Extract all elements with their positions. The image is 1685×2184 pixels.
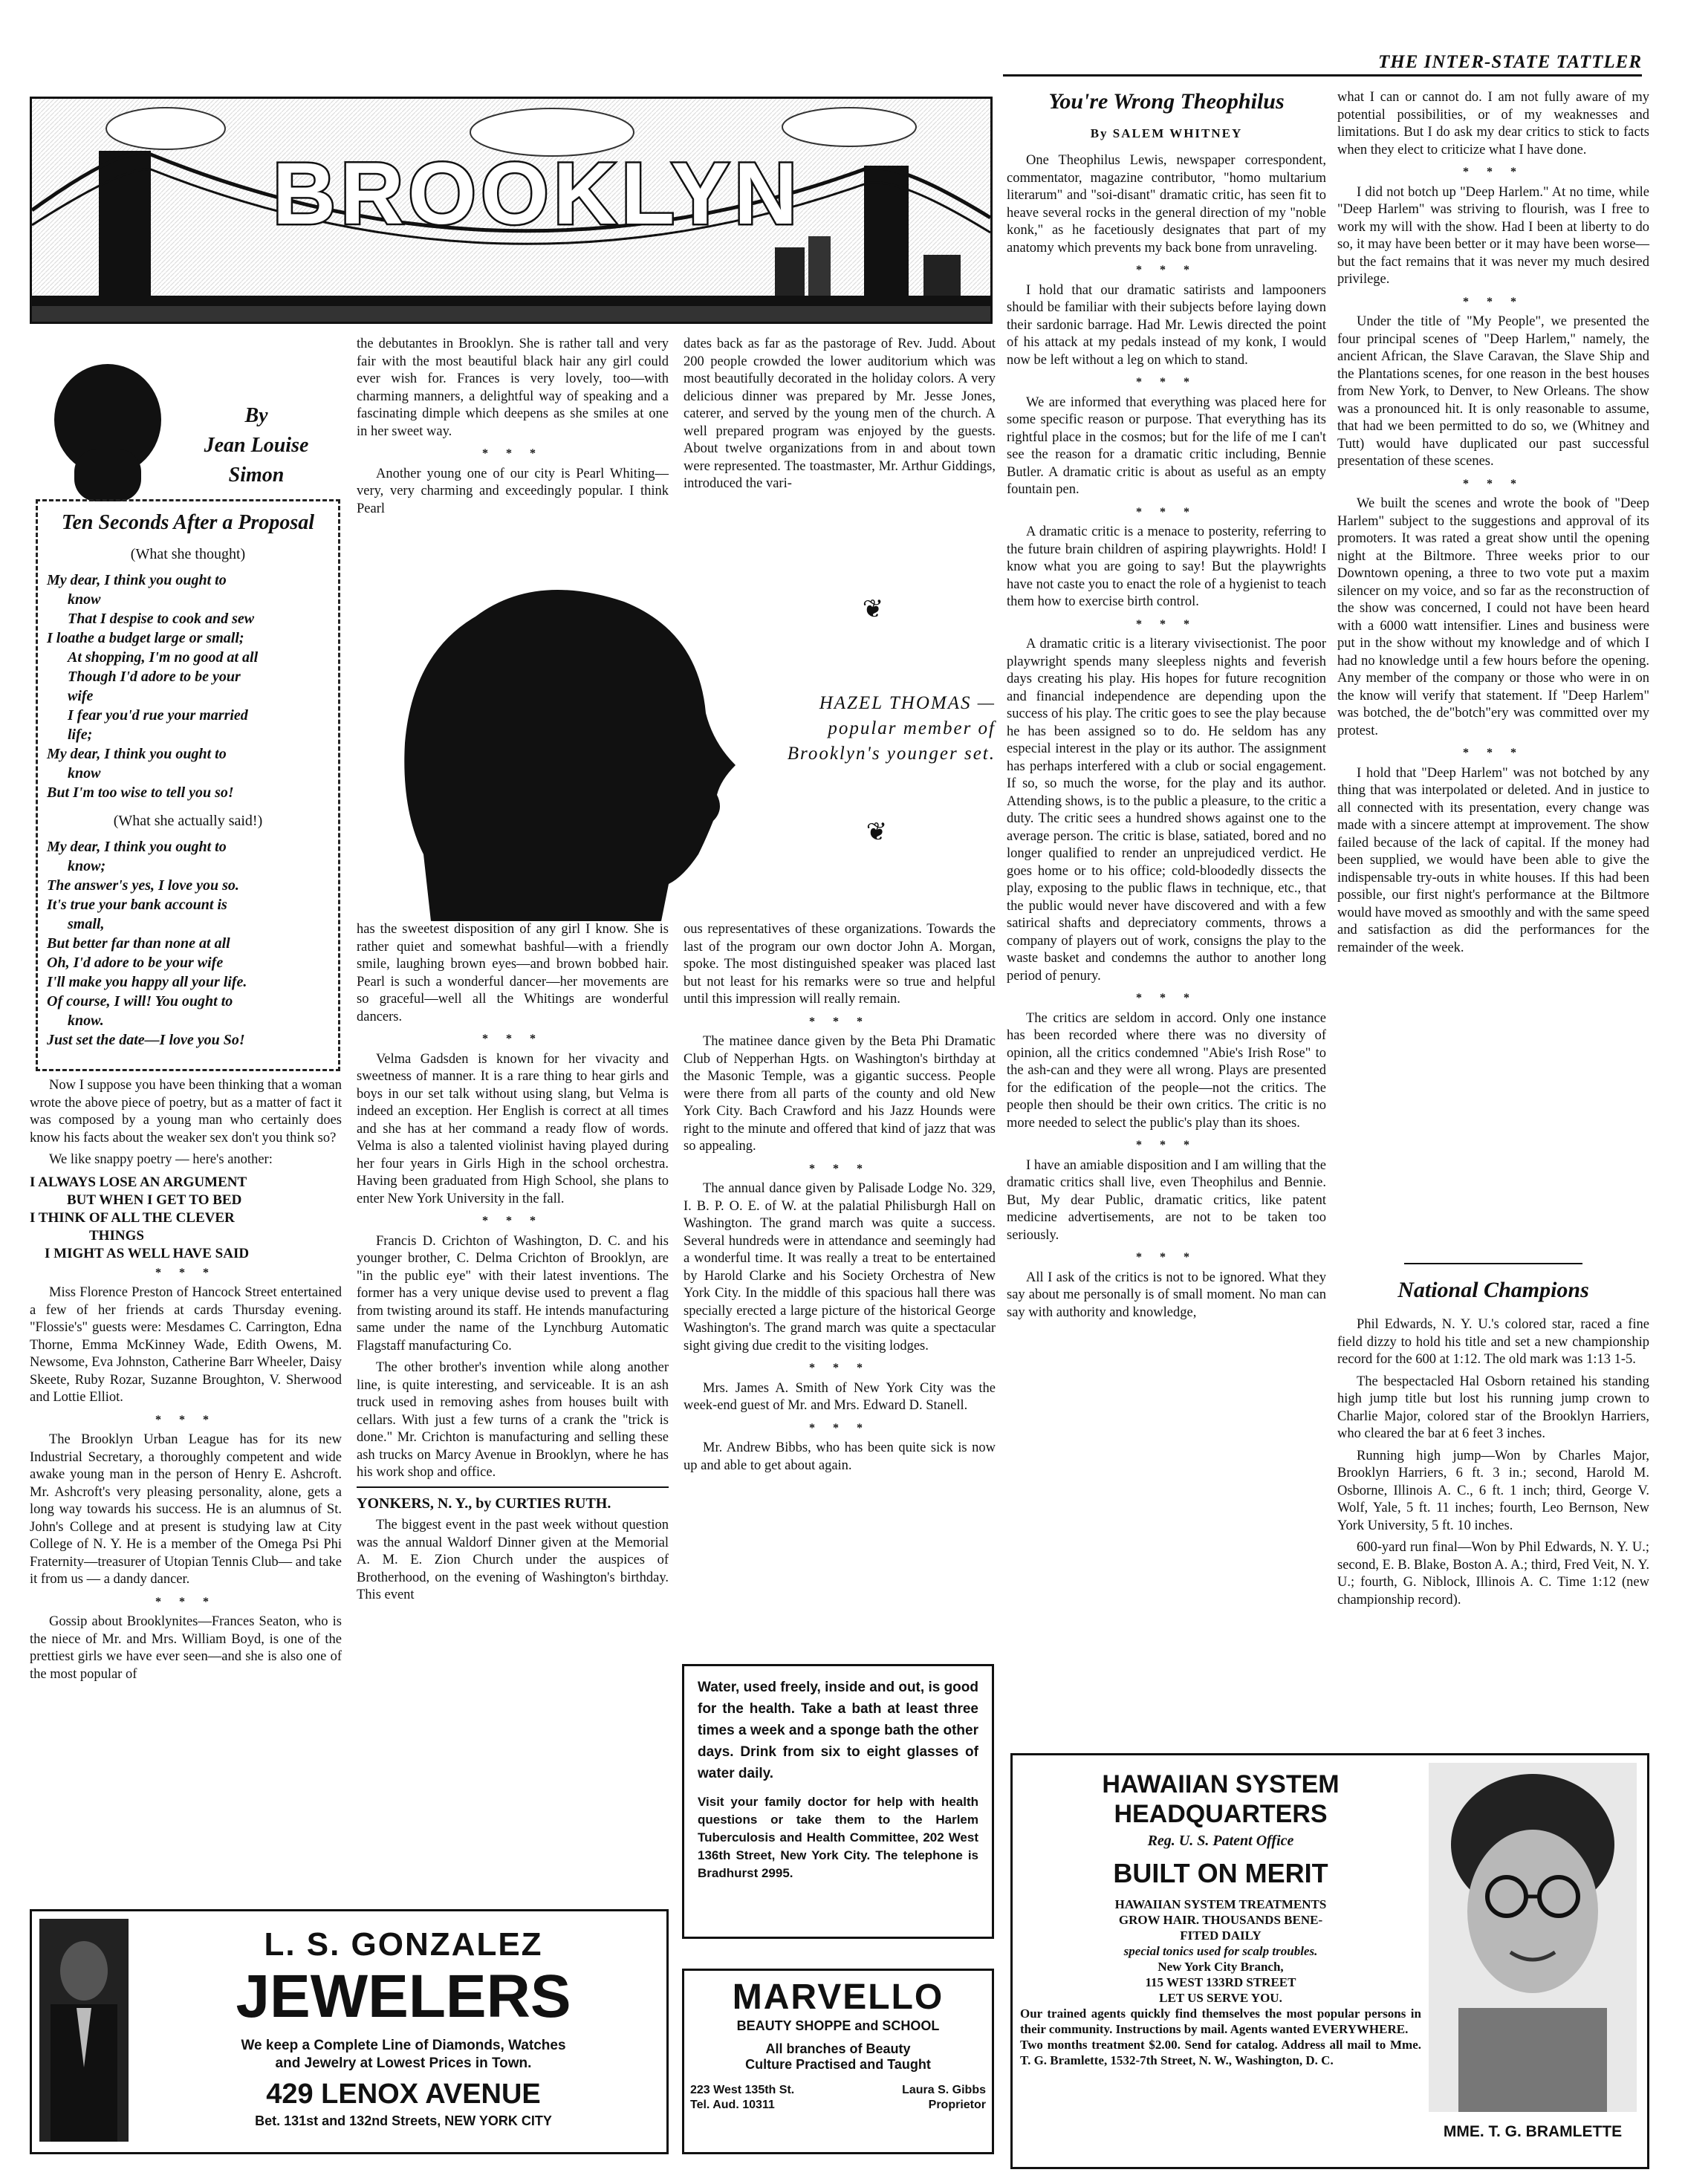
marvello-phone: Tel. Aud. 10311: [690, 2099, 775, 2111]
marvello-name: MARVELLO: [732, 1977, 944, 2017]
bramlette-portrait: [1429, 1763, 1637, 2112]
article-para-11: Under the title of "My People", we presented the four principal scenes of "Deep Harlem," namely, the ancient African, the Slave Caravan, the Slave Ship and the Plantations scenes, for one reason in the best houses from New York, to Denver, to New Orleans. The show was a pronounced hit. It is only reasonable to assume, that had we been permitted to do so, we (Whitney and Tutt) would have duplicated our past successful presentation of these scenes.: [1337, 314, 1649, 469]
hawaiian-built: BUILT ON MERIT: [1113, 1858, 1328, 1888]
hawaiian-line-8: Our trained agents quickly find themselves the most popular persons in their community. Instructions by mail. Agents wanted EVERYWHERE.: [1020, 2006, 1421, 2036]
poem-line: I'll make you happy all your life.: [47, 974, 247, 990]
col1-para-3: Miss Florence Preston of Hancock Street entertained a few of her friends at cards Thursday evening. "Flossie's" guests were: Mesdames C. Carrington, Edna Thorne, Emma McKinney Wade, Edith Owens, M. Newsome, Eva Johnston, Catherine Barr Wheeler, Daisy Skeete, Ruby Rozar, Suzanne Broughton, V. Sherwood and Lottie Elliot.: [30, 1285, 342, 1405]
poem-line: life;: [68, 727, 93, 743]
col3-para-6: Mr. Andrew Bibbs, who has been quite sick is now up and able to get about again.: [684, 1440, 996, 1473]
hawaiian-line-4: special tonics used for scalp troubles.: [1123, 1944, 1318, 1958]
caption-name: HAZEL THOMAS —: [819, 693, 996, 713]
yonkers-heading: YONKERS, N. Y., by CURTIES RUTH.: [357, 1495, 611, 1512]
poem-line: Just set the date—I love you So!: [47, 1032, 245, 1048]
col3-para-2: ous representatives of these organizations. Towards the last of the program our own doctor John A. Morgan, spoke. The most distinguished speaker was placed last but not least for his remarks were so true and helpful until this impression will really remain.: [684, 922, 996, 1007]
col2-para-3: has the sweetest disposition of any girl I know. She is rather quiet and somewhat bashful—with a friendly smile, laughing brown eyes—and brown bobbed hair. Pearl is such a wonderful dancer—her movements are so graceful—well all the Whitings are wonderful dancers.: [357, 922, 669, 1024]
marvello-proprietor-name: Laura S. Gibbs: [902, 2084, 986, 2096]
poem-line: My dear, I think you ought to: [47, 839, 227, 855]
poem-part2: [47, 837, 329, 1050]
poem-line: know.: [68, 1013, 104, 1029]
gonzalez-desc-2: and Jewelry at Lowest Prices in Town.: [275, 2055, 532, 2071]
poem-line: Oh, I'd adore to be your wife: [47, 955, 224, 971]
marvello-ad: [682, 1969, 994, 2154]
jeweler-portrait: [39, 1919, 129, 2142]
hawaiian-line-6: 115 WEST 133RD STREET: [1145, 1975, 1296, 1989]
poem-line: The answer's yes, I love you so.: [47, 877, 239, 894]
bramlette-caption: MME. T. G. BRAMLETTE: [1443, 2123, 1623, 2140]
hawaiian-line-5: New York City Branch,: [1158, 1960, 1284, 1974]
masthead-title: BROOKLYN: [272, 145, 802, 243]
article-para-12: We built the scenes and wrote the book of "Deep Harlem" subject to the suggestions and approval of its promoters. It was rated a great show until the opening night at the Biltmore. Three weeks prior to our Downtown opening, a three to two vote put a maxim silencer on my voice, and so far as the reconstruction of the show was concerned, I could not have been heard with a 6000 watt intensifier. Lines and business were put in the show without my knowledge and of which I had no knowledge until a few hours before the opening. Any member of the company or those who were in on the know will verify that statement. If "Deep Harlem" was botched, the de"botch"ery was committed over my protest.: [1337, 496, 1649, 738]
column-3-top: [684, 336, 996, 498]
article-column-2: what I can or cannot do. I am not fully aware of my potential possibilities, or of my weaknesses and limitations. But I do ask my dear critics to stick to facts when they elect to criticize what I have done. * * * I did not botch up "Deep Harlem." At no time, while "Deep Harlem" was striving to flourish, was I free to work my will with the show. Had I been at liberty to do so, it may have been better or it may have been worse—but the fact remains that it was never my much desired privilege. * * * Under the title of "My People", we presented the four principal scenes of "Deep Harlem," namely, the ancient African, the Slave Caravan, the Slave Ship and the Plantations scenes, for one reason in the best houses from New York, to Denver, to New Orleans. The show was a pronounced hit. It is only reasonable to assume, that had we been permitted to do so, we (Whitney and Tutt) would have duplicated our past successful presentation of these scenes. * * * We built the scenes and wrote the book of "Deep Harlem" subject to the suggestions and approval of its promoters. It was rated a great show until the opening night at the Biltmore. Three weeks prior to our Downtown opening, a three to two vote put a maxim silencer on my voice, and so far as the reconstruction of the show was concerned, I could not have been heard with a 6000 watt intensifier. Lines and business were put in the show without my knowledge and of which I had no knowledge until a few hours before the opening. Any member of the company or those who were in on the know will verify that statement. If "Deep Harlem" was botched, the de"botch"ery was committed over my protest. * * * I hold that "Deep Harlem" was not botched by any thing that was interpolated or deleted. And in justice to all connected with its presentation, every change was made with a sincere attempt at improvement. The show failed because of the lack of capital. If the money had been supplied, we would have been able to give the indispensable try-outs in white houses. If this had been possible, our first night's performance at the Biltmore would have moved as smoothly and with the same speed and satisfaction as did the performances for the remainder of the week.: [1337, 89, 1649, 961]
byline-by: By: [244, 404, 268, 427]
poem-box: [36, 499, 340, 1071]
byline-name-first: Jean Louise: [204, 434, 309, 457]
author-silhouette: [45, 360, 171, 501]
hazel-thomas-photo: [386, 572, 758, 921]
gonzalez-cross-streets: Bet. 131st and 132nd Streets, NEW YORK CITY: [255, 2113, 552, 2128]
ornament-bottom: ❦: [866, 819, 888, 846]
poem-line: wife: [68, 688, 94, 704]
poem-line: But I'm too wise to tell you so!: [47, 784, 234, 801]
article-para-1: One Theophilus Lewis, newspaper correspondent, commentator, magazine contributor, "homo multarium literarum" and "soi-disant" dramatic critic, has seen fit to heave several rocks in the general direction of my "noble konk," as he facetiously designates that part of my anatomy which prevents my back bone from unraveling.: [1007, 153, 1326, 256]
col1-para-1: Now I suppose you have been thinking that a woman wrote the above piece of poetry, but as a matter of fact it was composed by a young man who certainly does know his facts about the weaker sex don't you think so?: [30, 1078, 342, 1145]
gonzalez-name: L. S. GONZALEZ: [264, 1926, 543, 1963]
column-2-bottom: has the sweetest disposition of any girl I know. She is rather quiet and somewhat bashful—with a friendly smile, laughing brown eyes—and brown bobbed hair. Pearl is such a wonderful dancer—her movements are so graceful—well all the Whitings are wonderful dancers. * * * Velma Gadsden is known for her vivacity and sweetness of manner. It is a rare thing to hear girls and boys in our set talk without using slang, but Velma is indeed an exception. Her English is correct at all times and she has at her command a ready flow of words. Velma is also a talented violinist having played during her four years in Girls High in the school orchestra. Having been graduated from High School, she plans to enter New York University in the fall. * * * Francis D. Crichton of Washington, D. C. and his younger brother, C. Delma Crichton of Brooklyn, are "in the public eye" with their latest inventions. The former has a very unique devise used to prevent a flag from twisting around its staff. He intends manufacturing same under the name of the Lynchburg Automatic Flagstaff manufacturing Co. The other brother's invention while along another line, is quite interesting, and serviceable. It is an ash truck used in removing ashes from houses built with cellars. With just a few turns of a crank the "trick is done." Mr. Crichton is manufacturing and selling these ash trucks on Marcy Avenue in Brooklyn, where he has his work shop and office. YONKERS, N. Y., by CURTIES RUTH. The biggest event in the past week without question was the annual Waldorf Dinner given at the Memorial A. M. E. Zion Church under the auspices of Brotherhood, on the evening of Washington's birthday. This event: [357, 921, 669, 1609]
column-3-bottom: ous representatives of these organizations. Towards the last of the program our own doctor John A. Morgan, spoke. The most distinguished speaker was placed last but not least for his remarks were so true and helpful until this impression will really remain. * * * The matinee dance given by the Beta Phi Dramatic Club of Nepperhan Hgts. on Washington's birthday at the Masonic Temple, was a gigantic success. People were there from all parts of the county and old New York City. Bach Crawford and his Jazz Hounds were right to the minute and offered that kind of jazz that was so appealing. * * * The annual dance given by Palisade Lodge No. 329, I. B. P. O. E. of W. at the palatial Philisburgh Hall on Washington. The grand march was quite a success. Several hundreds were in attendance and seemingly had a wonderful time. It was really a treat to be entertained by Harold Clarke and his Society Orchestra of New York City. In the middle of this spacious hall there was specially erected a large picture of the historical George Washington's. The grand march was quite a spectacular sight giving due credit to the visiting lodges. * * * Mrs. James A. Smith of New York City was the week-end guest of Mr. and Mrs. Edward D. Stanell. * * * Mr. Andrew Bibbs, who has been quite sick is now up and able to get about again.: [684, 921, 996, 1479]
ornament-top: ❦: [862, 596, 884, 623]
paper-name: THE INTER-STATE TATTLER: [1377, 52, 1642, 72]
marvello-proprietor-label: Proprietor: [928, 2099, 986, 2111]
article-column-1: One Theophilus Lewis, newspaper correspondent, commentator, magazine contributor, "homo multarium literarum" and "soi-disant" dramatic critic, has seen fit to heave several rocks in the general direction of my "noble konk," as he facetiously designates that part of my anatomy which prevents my back bone from unraveling. * * * I hold that our dramatic satirists and lampooners should be familiar with their subjects before laying down their sardonic barrage. Had Mr. Lewis directed the point of his attack at my pedals instead of my konk, I would now be left without a leg on which to stand. * * * We are informed that everything was placed here for some specific reason or purpose. That everything has its rightful place in the cosmos; but for the life of me I can't see the reason for a dramatic critic including, Bennie Butler. A dramatic critic is about as useful as an empty fountain pen. * * * A dramatic critic is a menace to posterity, referring to the future brain children of aspiring playwrights. Hold! I know what you are going to say! But the playwrights have not caste you to enact the role of a hygienist to teach them how to exercise birth control. * * * A dramatic critic is a literary vivisectionist. The poor playwright spends many sleepless nights and feverish days creating his play. His hopes for future recognition and financial independence are depending upon the success of his play. The critic goes to see the play because he has been assigned so to do. He seldom has any especial interest in the play or its author. The assignment has perhaps interfered with a club or social engagement. If so, so much the worse, for the play and its author. Attending shows, is to the public a pleasure, to the critic a duty. The critic sees a hundred shows against one to the average person. The critic is blase, satiated, bored and no longer qualified to render an unprejudiced verdict. He goes home or to his office; cold-bloodedly dissects the play, exposing to the public flaws in technique, etc., that the public would never have discovered and with a few satirical shafts and depreciatory comments, throws a company of players out of work, consigns the play to the waste basket and condemns the author to another long period of penury. * * * The critics are seldom in accord. Only one instance has been recorded where there was no diversity of opinion, all the critics condemned "Abie's Irish Rose" to the ash-can and they were all wrong. Plays are presented for the edification of the people—not the critics. The people then should be their own critics. The critic is no more needed to select the public's play than its shoes. * * * I have an amiable disposition and I am willing that the dramatic critics shall live, even Theophilus and Bennie. But, My dear Public, dramatic critics, like patent medicine advertisements, are not to be taken too seriously. * * * All I ask of the critics is not to be ignored. What they say about me personally is of small moment. No man can say with authority and knowledge,: [1007, 152, 1326, 1326]
champions-para-1: Phil Edwards, N. Y. U.'s colored star, raced a fine field dizzy to hold his title and set a new championship record for the 600 at 1:12. The old mark was 1:13 1-5.: [1337, 1317, 1649, 1367]
col1-verse: I ALWAYS LOSE AN ARGUMENT BUT WHEN I GET TO BED I THINK OF ALL THE CLEVER THINGS I MIGHT AS WELL HAVE SAID: [30, 1174, 250, 1261]
poem-part1-label: (What she thought): [130, 546, 246, 562]
col2-para-1: the debutantes in Brooklyn. She is rather tall and very fair with the most beautiful black hair any girl could ever wish for. Frances is very lovely, too—with charming manners, a delightful way of speaking and a fascinating dimple which deepens as she smiles at one in her sweet way.: [357, 337, 669, 439]
hawaiian-line-9: Two months treatment $2.00. Send for catalog. Address all mail to Mme. T. G. Bramlette, 1532-7th Street, N. W., Washington, D. C.: [1020, 2038, 1421, 2067]
photo-caption: [750, 691, 996, 767]
masthead-banner: [30, 97, 993, 324]
poem-line: small,: [68, 916, 105, 932]
article-para-5: A dramatic critic is a literary vivisectionist. The poor playwright spends many sleepless nights and feverish days creating his play. His hopes for future recognition and financial independence are depending upon the success of his play. The critic goes to see the play because he has been assigned so to do. He seldom has any especial interest in the play or its author. The assignment has perhaps interfered with a club or social engagement. If so, so much the worse, for the play and its author. Attending shows, is to the public a pleasure, to the critic a duty. The critic sees a hundred shows against one to the average person. The critic is blase, satiated, bored and no longer qualified to render an unprejudiced verdict. He goes home or to his office; cold-bloodedly dissects the play, exposing to the public flaws in technique, etc., that the public would never have discovered and with a few satirical shafts and depreciatory comments, throws a company of players out of work, consigns the play to the waste basket and condemns the author to another long period of penury.: [1007, 637, 1326, 984]
poem-line: know: [68, 591, 101, 608]
hawaiian-line-1: HAWAIIAN SYSTEM TREATMENTS: [1114, 1897, 1327, 1911]
champions-para-4: 600-yard run final—Won by Phil Edwards, N. Y. U.; second, E. B. Blake, Boston A. A.; third, Fred Veit, N. Y. U.; fourth, G. Niblock, Illinois A. C. Time 1:12 (new championship record).: [1337, 1540, 1649, 1608]
poem-line: My dear, I think you ought to: [47, 572, 227, 588]
col2-para-5: Francis D. Crichton of Washington, D. C. and his younger brother, C. Delma Crichton of Brooklyn, are "in the public eye" with their latest inventions. The former has a very unique devise used to prevent a flag from twisting around its staff. He intends manufacturing same under the name of the Lynchburg Automatic Flagstaff manufacturing Co.: [357, 1233, 669, 1353]
poem-part1: [47, 571, 329, 802]
champions-column: [1337, 1316, 1649, 1613]
poem-line: That I despise to cook and sew: [68, 611, 255, 627]
article-para-4: A dramatic critic is a menace to posterity, referring to the future brain children of aspiring playwrights. Hold! I know what you are going to say! But the playwrights have not caste you to enact the role of a hygienist to teach them how to exercise birth control.: [1007, 524, 1326, 609]
article-para-2: I hold that our dramatic satirists and lampooners should be familiar with their subjects before laying down their sardonic barrage. Had Mr. Lewis directed the point of his attack at my pedals instead of my konk, I would now be left without a leg on which to stand.: [1007, 282, 1326, 368]
gonzalez-desc-1: We keep a Complete Line of Diamonds, Watches: [241, 2038, 566, 2053]
article-title: You're Wrong Theophilus: [1048, 89, 1285, 114]
poem-line: Though I'd adore to be your: [68, 669, 241, 685]
poem-line: I loathe a budget large or small;: [47, 630, 244, 646]
poem-line: At shopping, I'm no good at all: [68, 649, 259, 666]
gonzalez-ad: [30, 1909, 669, 2154]
hawaiian-reg: Reg. U. S. Patent Office: [1147, 1833, 1294, 1849]
article-byline: By SALEM WHITNEY: [1090, 126, 1243, 140]
column-2-top: the debutantes in Brooklyn. She is rather tall and very fair with the most beautiful black hair any girl could ever wish for. Frances is very lovely, too—with charming manners, a delightful way of speaking and a fascinating dimple which deepens as she smiles at one in her sweet way. * * * Another young one of our city is Pearl Whiting—very, very charming and exceedingly popular. I think Pearl: [357, 336, 669, 522]
byline: [178, 401, 334, 490]
byline-name-last: Simon: [228, 464, 285, 487]
champions-para-2: The bespectacled Hal Osborn retained his standing high jump title but lost his running jump crown to Charlie Major, colored star of the Brooklyn Harriers, who cleared the bar at 6 feet 3 inches.: [1337, 1374, 1649, 1441]
marvello-address: 223 West 135th St.: [690, 2084, 795, 2096]
hawaiian-system-ad: [1010, 1753, 1649, 2169]
poem-line: It's true your bank account is: [47, 897, 227, 913]
poem-line: My dear, I think you ought to: [47, 746, 227, 762]
article-para-6: The critics are seldom in accord. Only one instance has been recorded where there was no diversity of opinion, all the critics condemned "Abie's Irish Rose" to the ash-can and they were all wrong. Plays are presented for the edification of the people—not the critics. The people then should be their own critics. The critic is no more needed to select the public's play than its shoes.: [1007, 1010, 1326, 1131]
col3-para-4: The annual dance given by Palisade Lodge No. 329, I. B. P. O. E. of W. at the palatial Philisburgh Hall on Washington. The grand march was quite a success. Several hundreds were in attendance and seemingly had a wonderful time. It was really a treat to be entertained by Harold Clarke and his Society Orchestra of New York City. In the middle of this spacious hall there was specially erected a large picture of the historical George Washington's. The grand march was quite a spectacular sight giving due credit to the visiting lodges.: [684, 1181, 996, 1353]
article-para-7: I have an amiable disposition and I am willing that the dramatic critics shall live, even Theophilus and Bennie. But, My dear Public, dramatic critics, like patent medicine advertisements, are not to be taken too seriously.: [1007, 1157, 1326, 1243]
caption-line-3: Brooklyn's younger set.: [787, 744, 996, 764]
hawaiian-title-1: HAWAIIAN SYSTEM: [1102, 1770, 1340, 1798]
col2-para-4: Velma Gadsden is known for her vivacity and sweetness of manner. It is a rare thing to hear girls and boys in our set talk without using slang, but Velma is indeed an exception. Her English is correct at all times and she has at her command a ready flow of words. Velma is also a talented violinist having played during her four years in Girls High in the school orchestra. Having been graduated from High School, she plans to enter New York University in the fall.: [357, 1051, 669, 1206]
col3-para-5: Mrs. James A. Smith of New York City was the week-end guest of Mr. and Mrs. Edward D. Stanell.: [684, 1380, 996, 1413]
marvello-sub: BEAUTY SHOPPE and SCHOOL: [736, 2018, 940, 2033]
gonzalez-title: JEWELERS: [236, 1963, 571, 2030]
poem-line: know;: [68, 858, 106, 874]
marvello-line-1: All branches of Beauty: [765, 2041, 911, 2056]
poem-part2-label: (What she actually said!): [113, 813, 263, 829]
col1-para-5: Gossip about Brooklynites—Frances Seaton, who is the niece of Mr. and Mrs. William Boyd, is one of the prettiest girls we have ever seen—and she is also one of the most popular of: [30, 1614, 342, 1682]
hawaiian-line-3: FITED DAILY: [1180, 1928, 1262, 1943]
hawaiian-title-2: HEADQUARTERS: [1114, 1800, 1328, 1828]
health-notice-box: [682, 1664, 994, 1939]
col2-para-6: The other brother's invention while along another line, is quite interesting, and serviceable. It is an ash truck used in removing ashes from houses built with cellars. With just a few turns of a crank the "trick is done." Mr. Crichton is manufacturing and selling these ash trucks on Marcy Avenue in Brooklyn, where he has his work shop and office.: [357, 1360, 669, 1480]
article-para-8: All I ask of the critics is not to be ignored. What they say about me personally is of small moment. No man can say with authority and knowledge,: [1007, 1270, 1326, 1320]
hawaiian-line-2: GROW HAIR. THOUSANDS BENE-: [1118, 1913, 1323, 1927]
article-para-9: what I can or cannot do. I am not fully aware of my potential possibilities, or of my weaknesses and limitations. But I do ask my dear critics to stick to facts when they elect to criticize what I have done.: [1337, 90, 1649, 157]
col2-para-2: Another young one of our city is Pearl Whiting—very, very charming and exceedingly popular. I think Pearl: [357, 466, 669, 516]
caption-line-2: popular member of: [828, 718, 996, 738]
gonzalez-address: 429 LENOX AVENUE: [266, 2079, 541, 2110]
marvello-line-2: Culture Practised and Taught: [745, 2057, 931, 2072]
column-1: Now I suppose you have been thinking that a woman wrote the above piece of poetry, but as a matter of fact it was composed by a young man who certainly does know his facts about the weaker sex don't you think so? We like snappy poetry — here's another: I ALWAYS LOSE AN ARGUMENT BUT WHEN I GET TO BED I THINK OF ALL THE CLEVER THINGS I MIGHT AS WELL HAVE SAID * * * Miss Florence Preston of Hancock Street entertained a few of her friends at cards Thursday evening. "Flossie's" guests were: Mesdames C. Carrington, Edna Thorne, Emma McKinney Wade, Edith Owens, M. Newsome, Eva Johnston, Catherine Barr Wheeler, Daisy Skeete, Ruby Rozar, Suzanne Broughton, V. Sherwood and Lottie Elliot. * * * The Brooklyn Urban League has for its new Industrial Secretary, a thoroughly competent and wide awake young man in the person of Henry E. Ashcroft. Mr. Ashcroft's very pleasing personality, alone, gets a long way towards his success. He is an alumnus of St. John's College and at present is studying law at City College of N. Y. He is a member of the Omega Psi Phi Fraternity—treasurer of Utopian Tennis Club— and take it from us — a dandy dancer. * * * Gossip about Brooklynites—Frances Seaton, who is the niece of Mr. and Mrs. William Boyd, is one of the prettiest girls we have ever seen—and she is also one of the most popular of: [30, 1077, 342, 1688]
hawaiian-line-7: LET US SERVE YOU.: [1159, 1991, 1282, 2005]
col3-para-1: dates back as far as the pastorage of Rev. Judd. About 200 people crowded the lower auditorium which was most beautifully decorated in the holiday colors. A very delicious dinner was prepared by Mr. Jesse Jones, caterer, and served by the young men of the church. A well prepared program was enjoyed by the guests. About twelve organizations from in and about town were represented. The toastmaster, Mr. Arthur Giddings, introduced the vari-: [684, 337, 996, 491]
poem-title: Ten Seconds After a Proposal: [61, 511, 315, 534]
health-notice-text: Water, used freely, inside and out, is good for the health. Take a bath at least three times a week and a sponge bath the other days. Drink from six to eight glasses of water daily.: [698, 1680, 978, 1781]
col1-para-4: The Brooklyn Urban League has for its new Industrial Secretary, a thoroughly competent and wide awake young man in the person of Henry E. Ashcroft. Mr. Ashcroft's very pleasing personality, alone, gets a long way towards his success. He is an alumnus of St. John's College and at present is studying law at City College of N. Y. He is a member of the Omega Psi Phi Fraternity—treasurer of Utopian Tennis Club— and take it from us — a dandy dancer.: [30, 1432, 342, 1587]
article-para-10: I did not botch up "Deep Harlem." At no time, while "Deep Harlem" was striving to flourish, was I free to work my will with the show. Had I been at liberty to do so, it may have been better or it may have been worse—but the fact remains that it was never my much desired privilege.: [1337, 184, 1649, 287]
article-para-3: We are informed that everything was placed here for some specific reason or purpose. That everything has its rightful place in the cosmos; but for the life of me I can't see the reason for a dramatic critic including, Bennie Butler. A dramatic critic is about as useful as an empty fountain pen.: [1007, 394, 1326, 497]
health-notice-text-2: Visit your family doctor for help with health questions or take them to the Harlem Tuberculosis and Health Committee, 202 West 136th Street, New York City. The telephone is Bradhurst 2995.: [698, 1795, 978, 1880]
col3-para-3: The matinee dance given by the Beta Phi Dramatic Club of Nepperhan Hgts. on Washington's birthday at the Masonic Temple, was a gigantic success. People were there from all parts of the county and old New York City. Bach Crawford and his Jazz Hounds were right to the minute and offered that kind of jazz that was so appealing.: [684, 1034, 996, 1154]
article-para-13: I hold that "Deep Harlem" was not botched by any thing that was interpolated or deleted. And in justice to all connected with its presentation, every change was made with a sincere attempt at improvement. The show failed because of the lack of capital. If the money had been supplied, we would have been able to give the indispensable try-outs in white houses. If this had been possible, our first night's performance at the Biltmore would have moved as smoothly and with the same speed and satisfaction as did the performances for the remainder of the week.: [1337, 765, 1649, 955]
col1-para-2: We like snappy poetry — here's another:: [49, 1152, 273, 1167]
poem-line: I fear you'd rue your married: [68, 707, 248, 724]
poem-line: But better far than none at all: [47, 935, 230, 952]
poem-line: know: [68, 765, 101, 781]
poem-line: Of course, I will! You ought to: [47, 993, 233, 1010]
champions-title: National Champions: [1397, 1278, 1589, 1302]
col2-para-7: The biggest event in the past week without question was the annual Waldorf Dinner given at the Memorial A. M. E. Zion Church under the auspices of Brotherhood, on the evening of Washington's birthday. This event: [357, 1518, 669, 1602]
champions-para-3: Running high jump—Won by Charles Major, Brooklyn Harriers, 6 ft. 3 in.; second, Harold M. Osborne, Illinois A. C., 6 ft. 1 inch; third, George V. Wolf, Yale, 5 ft. 11 inches; fourth, Leo Bernson, New York University, 5 ft. 10 inches.: [1337, 1448, 1649, 1533]
